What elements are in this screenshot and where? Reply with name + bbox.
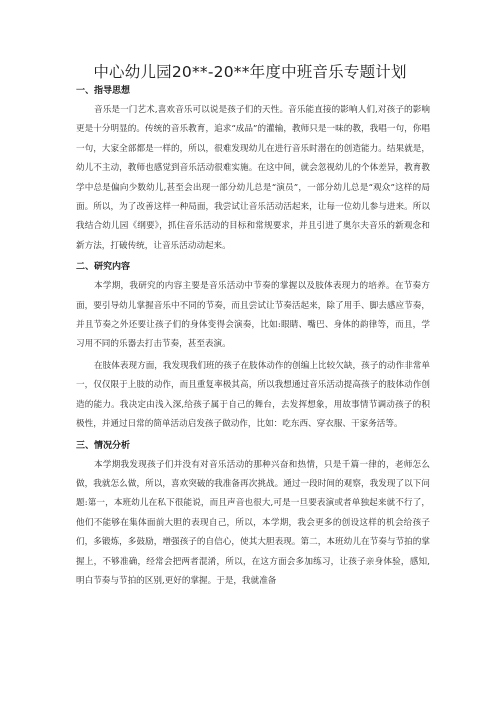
document-body	[76, 82, 430, 591]
paragraph: 在肢体表现方面，我发现我们班的孩子在肢体动作的创编上比较欠缺，孩子的动作非常单一，仅仅限于上肢的动作，而且重复率极其高，所以我想通过音乐活动提高孩子的肢体动作创造的能力。我决定由浅入深,给孩子属于自己的舞台，去发挥想象，用故事情节调动孩子的积极性，并通过日常的简单活动启发孩子做动作，比如：吃东西、穿衣服、干家务活等。	[76, 360, 430, 430]
section-heading-research-content: 二、研究内容	[76, 262, 131, 273]
section-heading-guiding-ideology: 一、指导思想	[76, 86, 131, 96]
paragraph: 音乐是一门艺术,喜欢音乐可以说是孩子们的天性。音乐能直接的影响人们,对孩子的影响更是十分明显的。传统的音乐教育，追求“成品”的灌输，教师只是一味的教，我唱一句，你唱一句，大家全部都是一样的，所以，很难发现幼儿在进行音乐时潜在的创造能力。结果就是，幼儿不主动，教师也感觉到音乐活动很难实施。在这中间，就会忽视幼儿的个体差异，教育教学中总是偏向少数幼儿,甚至会出现一部分幼儿总是“演员”，一部分幼儿总是“观众”这样的局面。所以，为了改善这样一种局面，我尝试让音乐活动活起来，让每一位幼儿参与进来。所以我结合幼儿园《纲要》，抓住音乐活动的目标和常规要求，并且引进了奥尔夫音乐的新观念和新方法，打破传统，让音乐活动动起来。	[76, 105, 430, 251]
section-heading-situation-analysis: 三、情况分析	[76, 440, 131, 451]
paragraph: 本学期，我研究的内容主要是音乐活动中节奏的掌握以及肢体表现力的培养。在节奏方面，要引导幼儿掌握音乐中不同的节奏，而且尝试让节奏活起来，除了用手、脚去感应节奏，并且节奏之外还要让孩子们的身体变得会演奏，比如:眼睛、嘴巴、身体的韵律等，而且，学习用不同的乐器去打击节奏，甚至表演。	[76, 281, 430, 350]
document-title: 中心幼儿园20**-20**年度中班音乐专题计划	[93, 63, 407, 81]
paragraph: 本学期我发现孩子们并没有对音乐活动的那种兴奋和热情，只是千篇一律的，老师怎么做，我就怎么做，所以，喜欢突破的我准备再次挑战。通过一段时间的观察，我发现了以下问题:第一，本班幼儿在私下很能说，而且声音也很大,可是一旦要表演或者单独起来就不行了，他们不能够在集体面前大胆的表现自己，所以，本学期，我会更多的创设这样的机会给孩子们，多锻炼，多鼓励，增强孩子的自信心，使其大胆表现。第二，本班幼儿在节奏与节拍的掌握上，不够准确，经常会把两者混淆，所以，在这方面会多加练习，让孩子亲身体验，感知,明白节奏与节拍的区别,更好的掌握。于是，我就准备	[76, 459, 430, 586]
